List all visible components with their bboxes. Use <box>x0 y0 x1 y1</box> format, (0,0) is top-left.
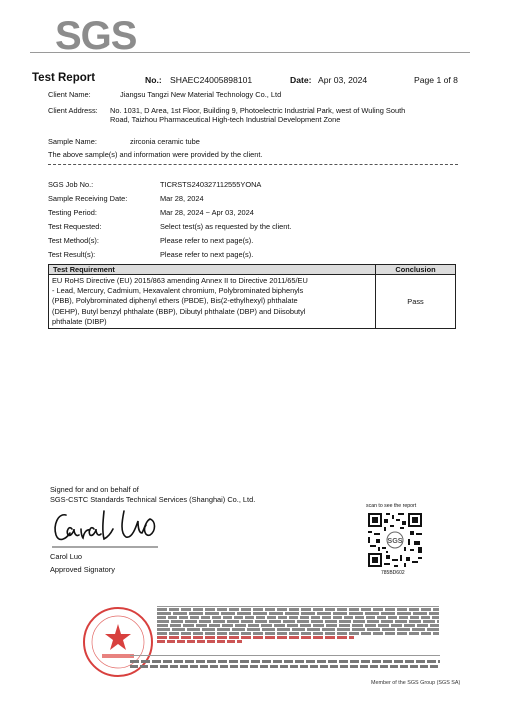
dotted-divider <box>48 164 458 165</box>
report-date-label: Date: <box>290 75 312 85</box>
test-requirement-table <box>48 264 456 329</box>
requirement-cell <box>49 275 376 329</box>
receiving-date-label: Sample Receiving Date: <box>48 194 128 203</box>
report-no-value: SHAEC24005898101 <box>170 75 253 85</box>
report-no-label: No.: <box>145 75 162 85</box>
col-test-requirement: Test Requirement <box>49 265 376 275</box>
sgs-group-membership: Member of the SGS Group (SGS SA) <box>371 680 461 686</box>
client-address-line2: Road, Taizhou Pharmaceutical High-tech Industrial Development Zone <box>110 115 341 124</box>
testing-period-label: Testing Period: <box>48 208 97 217</box>
col-conclusion: Conclusion <box>376 265 456 275</box>
testing-period-value: Mar 28, 2024 ~ Apr 03, 2024 <box>160 208 254 217</box>
conclusion-cell: Pass <box>376 275 456 329</box>
test-method-value: Please refer to next page(s). <box>160 236 254 245</box>
report-date-value: Apr 03, 2024 <box>318 75 368 85</box>
requirement-line: (DEHP), Butyl benzyl phthalate (BBP), Dibutyl phthalate (DBP) and Diisobutyl <box>52 306 306 316</box>
qr-caption: scan to see the report <box>366 503 417 509</box>
test-result-value: Please refer to next page(s). <box>160 250 254 259</box>
requirement-line: - Lead, Mercury, Cadmium, Hexavalent chromium, Polybrominated biphenyls <box>52 286 304 296</box>
client-address-line1: No. 1031, D Area, 1st Floor, Building 9, Photoelectric Industrial Park, west of Wuling South <box>110 106 406 115</box>
sample-name-value: zirconia ceramic tube <box>130 137 200 146</box>
handwritten-signature <box>50 503 165 548</box>
footer-rule <box>130 655 440 656</box>
test-requested-value: Select test(s) as requested by the client. <box>160 222 292 231</box>
test-requested-label: Test Requested: <box>48 222 102 231</box>
receiving-date-value: Mar 28, 2024 <box>160 194 204 203</box>
qr-center-text: SGS <box>387 536 403 545</box>
test-result-label: Test Result(s): <box>48 250 96 259</box>
report-title: Test Report <box>32 72 96 84</box>
job-no-label: SGS Job No.: <box>48 180 94 189</box>
footer-address-lines <box>130 658 440 676</box>
client-name-value: Jiangsu Tangzi New Material Technology Co., Ltd <box>120 90 282 99</box>
requirement-line: EU RoHS Directive (EU) 2015/863 amending Annex II to Directive 2011/65/EU <box>52 276 308 285</box>
legal-disclaimer <box>157 606 439 650</box>
page-indicator: Page 1 of 8 <box>414 75 458 85</box>
client-name-label: Client Name: <box>48 90 91 99</box>
table-header-row <box>49 265 456 275</box>
requirement-line: (PBB), Polybrominated diphenyl ethers (PBDE), Bis(2-ethylhexyl) phthalate <box>52 296 298 306</box>
signatory-title: Approved Signatory <box>50 565 115 574</box>
table-row <box>49 275 456 329</box>
job-no-value: TICRSTS240327112555YONA <box>160 180 262 189</box>
signing-company: SGS-CSTC Standards Technical Services (Shanghai) Co., Ltd. <box>50 495 256 504</box>
sgs-logo-text: SGS <box>55 14 137 58</box>
logo-rule <box>30 52 470 53</box>
client-address-label: Client Address: <box>48 106 98 115</box>
qr-code <box>366 511 424 569</box>
qr-code-id: 785BD602 <box>381 570 405 576</box>
test-method-label: Test Method(s): <box>48 236 99 245</box>
sample-name-label: Sample Name: <box>48 137 97 146</box>
signatory-name: Carol Luo <box>50 552 83 561</box>
sgs-logo <box>55 14 137 58</box>
signed-on-behalf: Signed for and on behalf of <box>50 485 139 494</box>
sample-note: The above sample(s) and information were provided by the client. <box>48 150 263 159</box>
requirement-line: phthalate (DIBP) <box>52 316 107 326</box>
